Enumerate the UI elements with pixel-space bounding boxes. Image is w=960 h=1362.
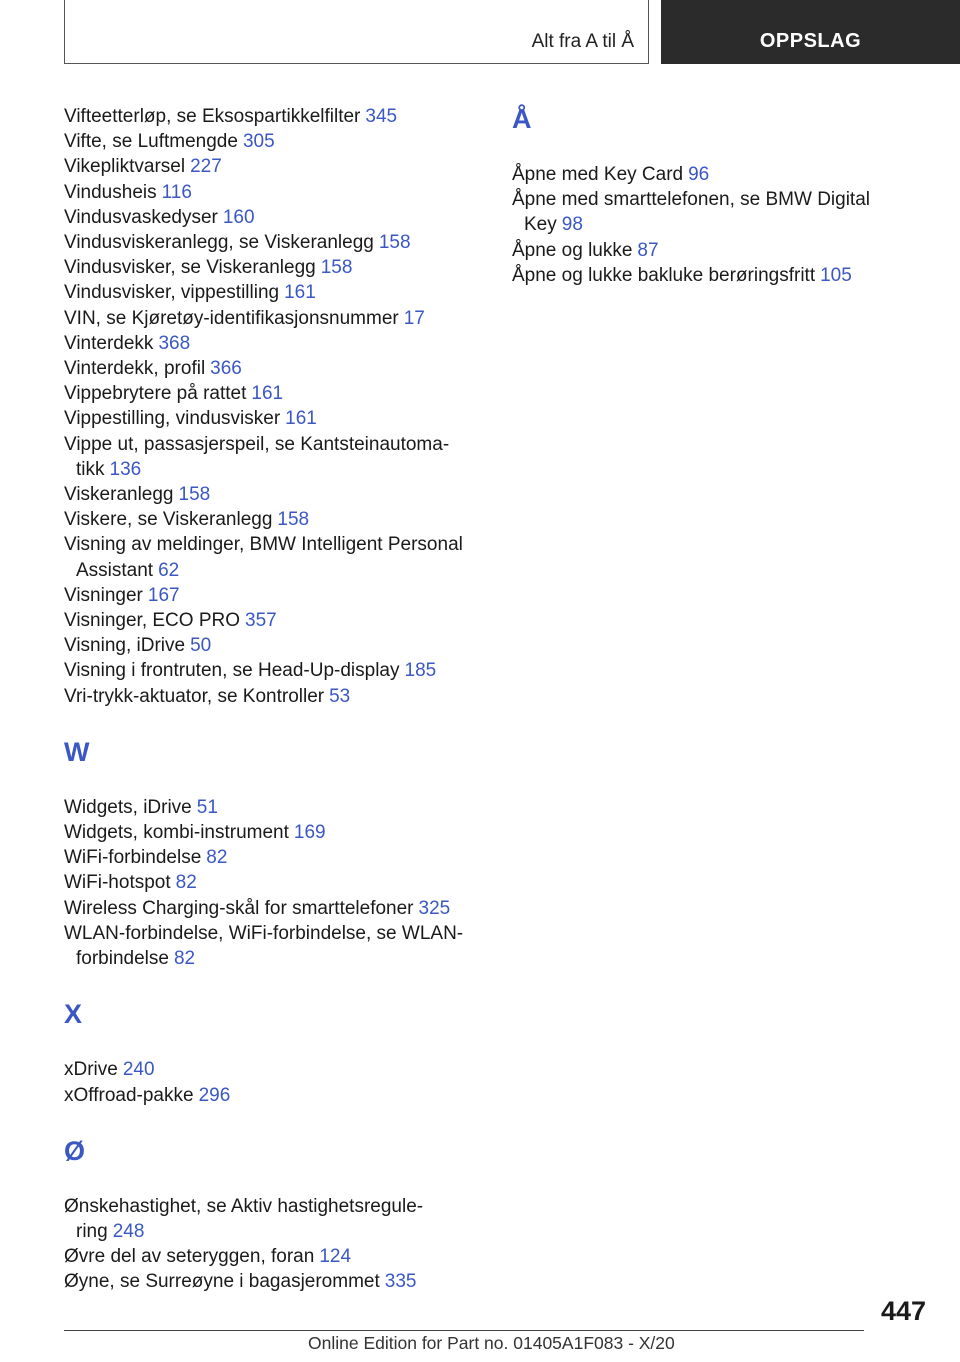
index-entry-page-link[interactable]: 96 [688, 164, 710, 185]
index-entry [64, 684, 484, 709]
index-entry-text: WiFi-forbindelse [64, 847, 202, 869]
index-entry-page-link[interactable]: 105 [820, 264, 852, 286]
index-entry-text: Vindusvisker, vippestilling [64, 282, 280, 304]
footer-edition: Online Edition for Part no. 01405A1F083 - X/20 [308, 1333, 675, 1353]
index-entry-text: Vifte, se Luftmengde [64, 131, 238, 153]
index-entry [64, 507, 484, 532]
index-entry-text: Visninger [64, 584, 143, 606]
index-entry-page-link[interactable]: 296 [198, 1084, 231, 1106]
index-entry-text: WiFi-hotspot [64, 872, 171, 894]
index-entry [512, 238, 912, 263]
index-entry-text: xOffroad-pakke [64, 1084, 194, 1106]
index-entry-page-link[interactable]: 17 [403, 307, 425, 329]
index-entry [512, 263, 912, 288]
index-entry-text: Widgets, iDrive [64, 796, 192, 818]
index-entry-text: Vippestilling, vindusvisker [64, 408, 281, 430]
index-entry-page-link[interactable]: 248 [112, 1220, 145, 1242]
index-entry-text: Åpne med smarttelefonen, se BMW Digital Key [512, 189, 870, 236]
index-entry-page-link[interactable]: 82 [173, 948, 196, 970]
index-entry-text: Ønskehastighet, se Aktiv hastighetsregule‐ ring [64, 1195, 424, 1242]
index-entry [64, 583, 484, 608]
index-entry-text: Øvre del av seteryggen, foran [64, 1246, 315, 1268]
index-entry-text: Visning, iDrive [64, 635, 186, 657]
index-entry-text: Visninger, ECO PRO [64, 610, 241, 632]
index-entry-text: Vippebrytere på rattet [64, 383, 247, 405]
index-entry-page-link[interactable]: 167 [147, 584, 180, 606]
index-entry-text: Vindusvaskedyser [64, 206, 218, 228]
index-entry [64, 1194, 484, 1244]
index-entry [64, 532, 484, 582]
index-entry-page-link[interactable]: 124 [319, 1246, 352, 1268]
index-entry-page-link[interactable]: 357 [245, 610, 277, 632]
index-entry-text: Vindusheis [64, 181, 157, 203]
index-entry-text: Visning i frontruten, se Head-Up-display [64, 660, 400, 682]
index-entry [64, 255, 484, 280]
page-number: 447 [880, 1296, 926, 1326]
index-entry [64, 921, 484, 971]
index-entry-text: Widgets, kombi-instrument [64, 822, 289, 844]
index-entry-text: Viskere, se Viskeranlegg [64, 509, 273, 531]
index-entry [64, 230, 484, 255]
index-entry [64, 870, 484, 895]
index-entry-text: Åpne og lukke bakluke berøringsfritt [512, 264, 816, 286]
index-entry-text: Åpne og lukke [512, 239, 633, 261]
index-entry-page-link[interactable]: 227 [190, 156, 222, 178]
index-entry-page-link[interactable]: 161 [284, 282, 316, 304]
index-entry-page-link[interactable]: 160 [222, 206, 255, 228]
index-entry-page-link[interactable]: 158 [277, 509, 310, 531]
index-entry-page-link[interactable]: 169 [293, 822, 326, 844]
index-entry [64, 432, 484, 482]
index-entry-page-link[interactable]: 161 [285, 408, 317, 430]
index-entry [64, 180, 484, 205]
index-entry-page-link[interactable]: 335 [384, 1271, 417, 1293]
index-entry-text: Vikepliktvarsel [64, 156, 186, 178]
index-entry [64, 381, 484, 406]
index-entry-text: Øyne, se Surreøyne i bagasjerommet [64, 1271, 380, 1293]
index-entry-page-link[interactable]: 158 [178, 484, 211, 506]
index-entry-page-link[interactable]: 325 [418, 897, 451, 919]
index-entry-page-link[interactable]: 240 [122, 1059, 155, 1081]
index-entry [64, 795, 484, 820]
index-letter-heading: Å [512, 104, 532, 134]
index-entry [64, 658, 484, 683]
index-entry [64, 1244, 484, 1269]
index-entry-page-link[interactable]: 116 [161, 181, 192, 203]
index-entry-text: Vinterdekk [64, 332, 154, 354]
header-chapter-box [661, 0, 960, 64]
index-entry [64, 331, 484, 356]
index-entry-page-link[interactable]: 368 [158, 332, 191, 354]
index-entry-text: Vri-trykk-aktuator, se Kontroller [64, 685, 325, 707]
index-entry [64, 482, 484, 507]
footer-divider [64, 1330, 864, 1331]
index-entry [64, 820, 484, 845]
index-column-left [64, 104, 484, 1295]
index-entry-page-link[interactable]: 366 [210, 358, 242, 380]
index-entry-page-link[interactable]: 82 [175, 872, 197, 894]
index-entry [64, 205, 484, 230]
index-entry-text: Wireless Charging-skål for smarttelefoner [64, 897, 414, 919]
index-entry-text: Visning av meldinger, BMW Intelligent Personal Assistant [64, 534, 463, 581]
index-entry [64, 608, 484, 633]
index-entry-text: xDrive [64, 1059, 118, 1081]
index-entry-text: Vindusvisker, se Viskeranlegg [64, 257, 316, 279]
index-entry [64, 896, 484, 921]
index-letter-heading: Ø [64, 1135, 86, 1166]
index-entry-text: Vippe ut, passasjerspeil, se Kantsteinautoma‐ tikk [64, 433, 450, 480]
index-entry [64, 1057, 484, 1082]
index-entry-page-link[interactable]: 185 [404, 660, 437, 682]
index-entry [64, 129, 484, 154]
index-entry [64, 154, 484, 179]
index-entry-page-link[interactable]: 158 [378, 232, 411, 254]
index-entry-page-link[interactable]: 136 [109, 458, 142, 480]
index-entry [64, 306, 484, 331]
index-entry-page-link[interactable]: 53 [329, 685, 351, 707]
index-entry [64, 356, 484, 381]
index-entry [64, 280, 484, 305]
index-entry-page-link[interactable]: 50 [190, 635, 212, 657]
header-section-box [64, 0, 649, 64]
index-entry-text: Viskeranlegg [64, 484, 174, 506]
index-entry-text: Vinterdekk, profil [64, 358, 206, 380]
index-entry-text: VIN, se Kjøretøy-identifikasjonsnummer [64, 307, 399, 329]
index-letter-heading: X [64, 999, 83, 1030]
index-entry-text: Vifteetterløp, se Eksospartikkelfilter [64, 106, 361, 127]
index-entry-page-link[interactable]: 161 [251, 383, 284, 405]
index-entry-page-link[interactable]: 62 [158, 559, 180, 581]
index-column-right [512, 104, 912, 288]
index-entry [64, 406, 484, 431]
index-entry [64, 1083, 484, 1108]
index-entry [64, 1269, 484, 1294]
index-entry-text: Vindusviskeranlegg, se Viskeranlegg [64, 232, 374, 254]
index-entry-page-link[interactable]: 305 [242, 131, 275, 153]
index-entry-page-link[interactable]: 345 [365, 106, 398, 127]
chapter-title: OPPSLAG [759, 30, 862, 52]
index-letter-heading: W [64, 736, 90, 767]
index-entry-text: Åpne med Key Card [512, 164, 684, 185]
index-entry-page-link[interactable]: 98 [561, 214, 583, 236]
index-entry [512, 187, 912, 237]
section-title: Alt fra A til Å [531, 31, 634, 52]
index-entry-page-link[interactable]: 82 [206, 847, 228, 869]
index-entry-page-link[interactable]: 87 [637, 239, 659, 261]
index-entry [64, 845, 484, 870]
index-entry [64, 104, 484, 129]
index-entry [512, 162, 912, 187]
index-entry-page-link[interactable]: 51 [196, 796, 218, 818]
index-entry [64, 633, 484, 658]
index-entry-page-link[interactable]: 158 [320, 257, 353, 279]
index-entry-text: WLAN-forbindelse, WiFi-forbindelse, se WLAN- forbindelse [64, 922, 464, 970]
